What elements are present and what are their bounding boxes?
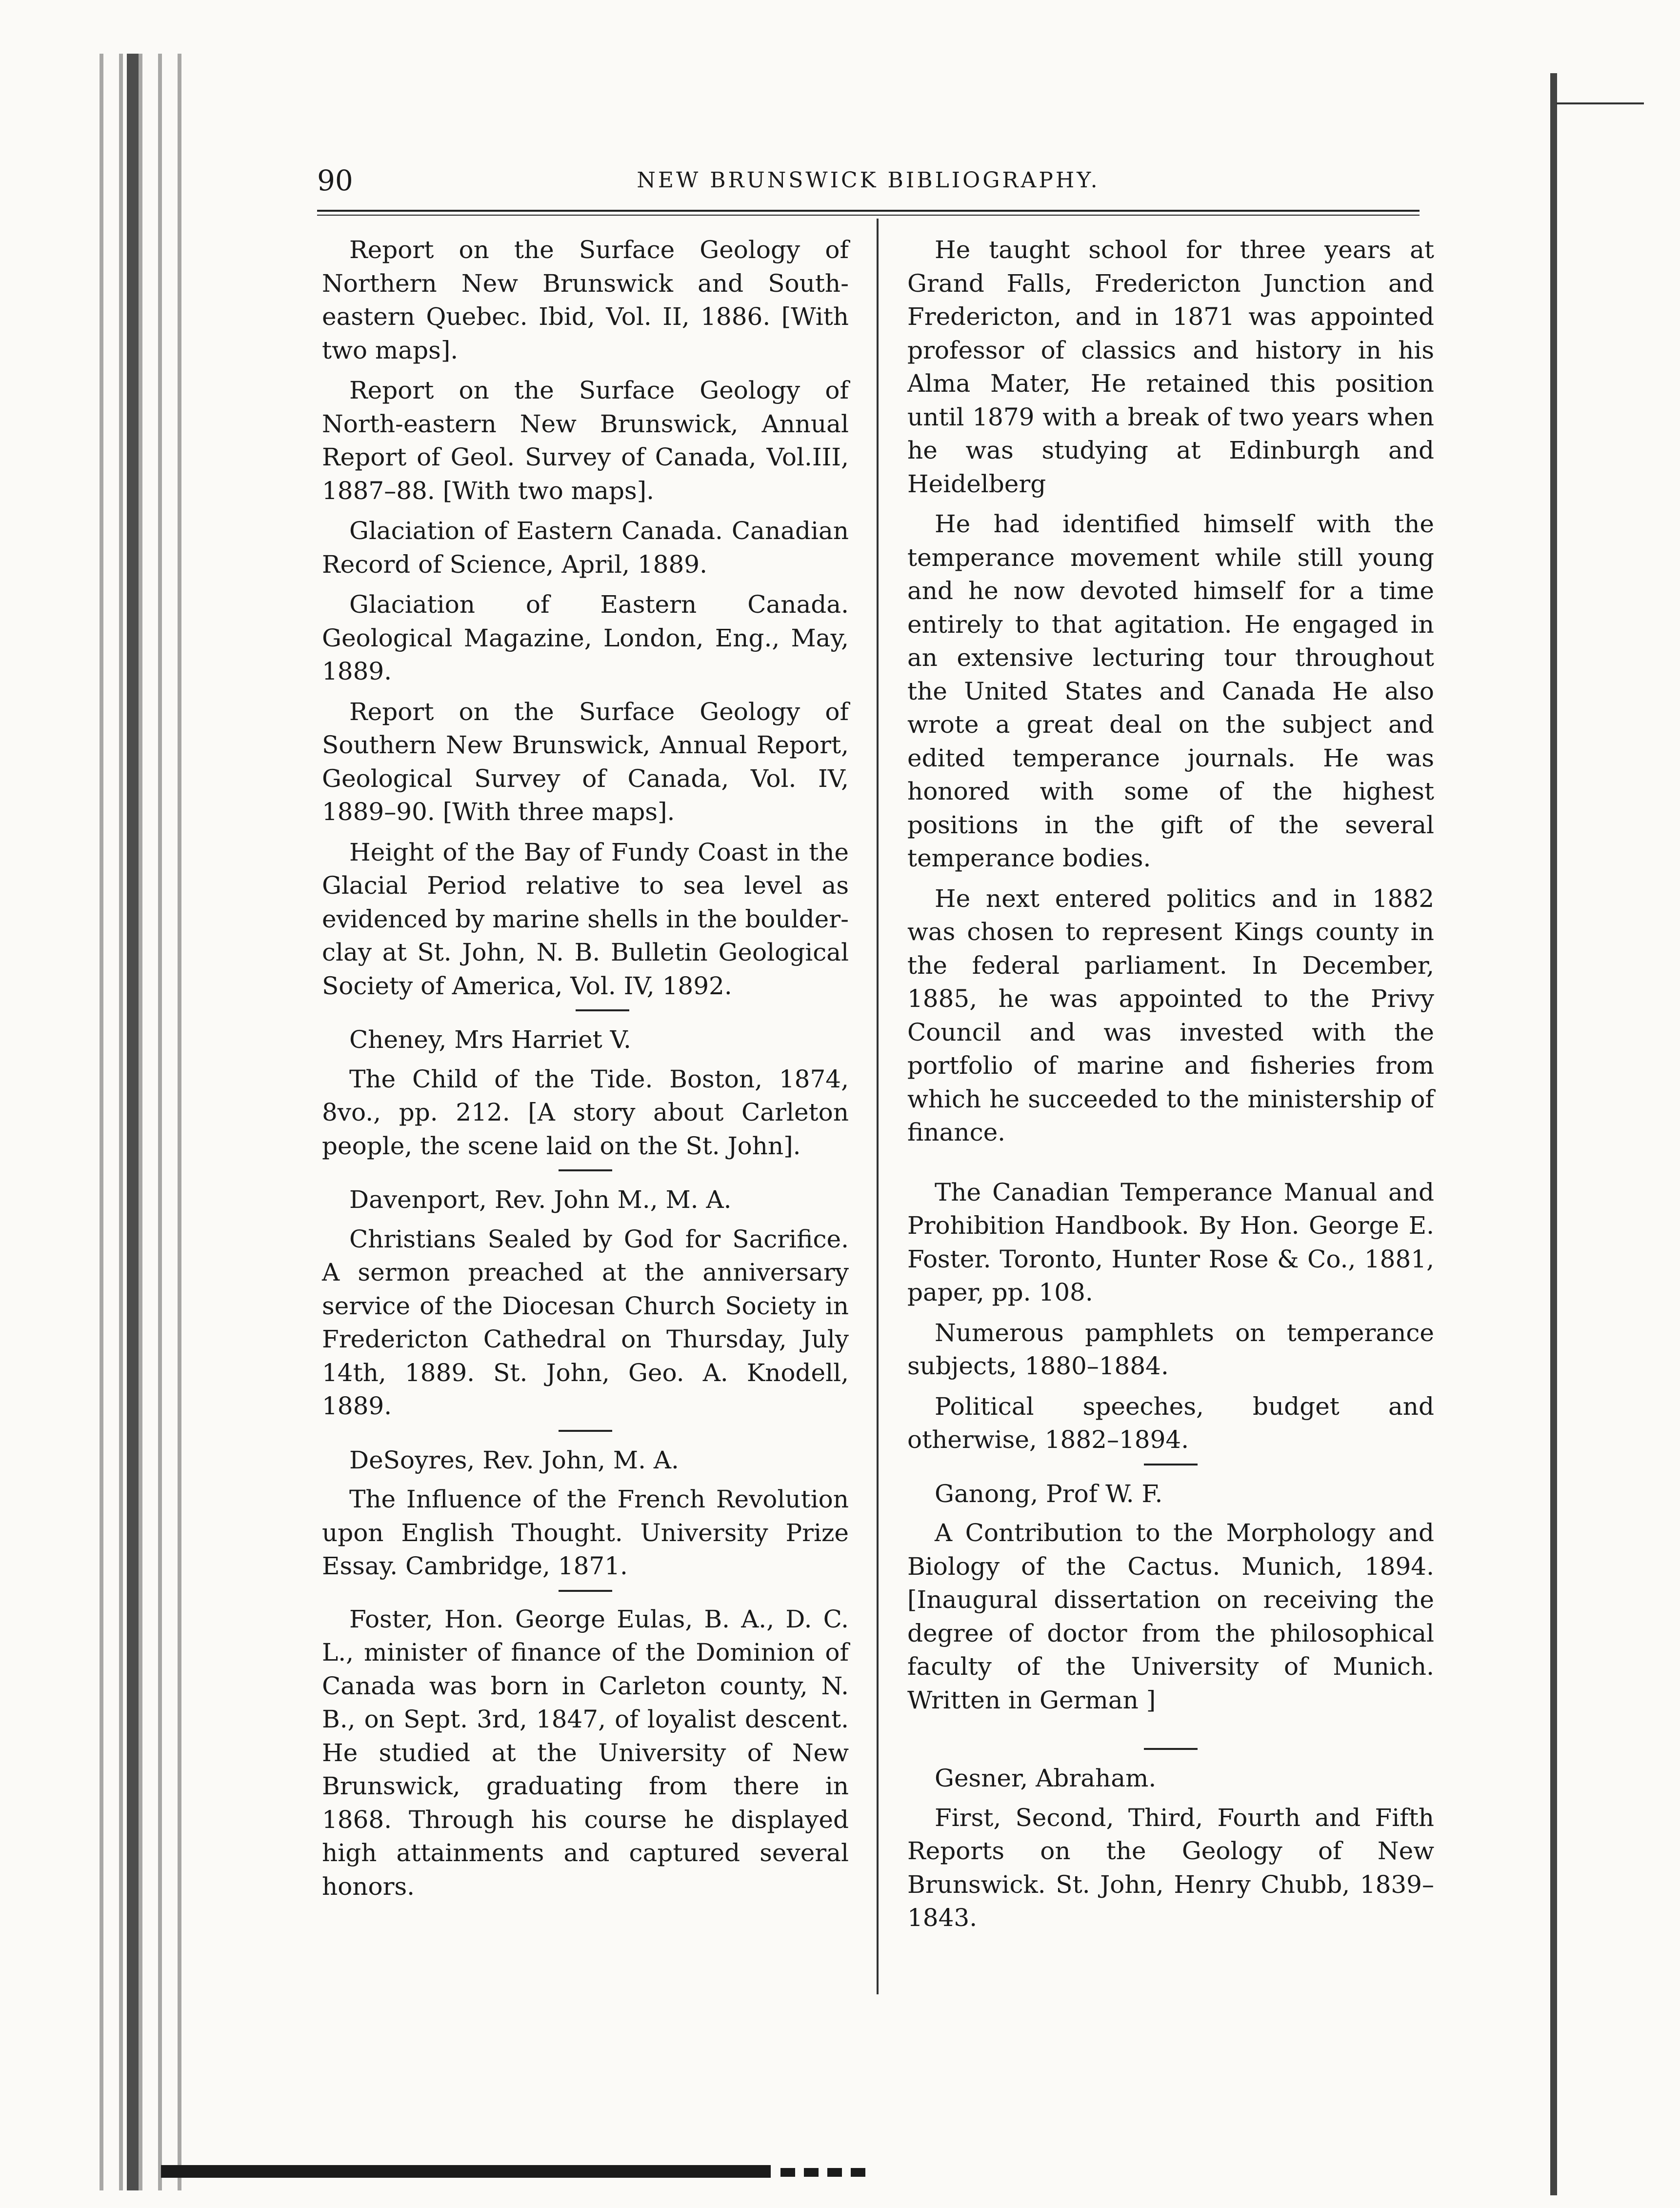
page-header	[317, 161, 1420, 200]
author-heading: Ganong, Prof W. F.	[935, 1479, 1163, 1508]
scan-binding-shadow	[127, 54, 139, 2190]
entry-separator	[559, 1430, 612, 1432]
bibliography-entry: Report on the Surface Geology of North-eastern New Brunswick, Annual Report of Geol. Survey of Canada, Vol.III, 1887–88. [With two maps].	[322, 376, 849, 505]
bibliography-entry: A Contribution to the Morphology and Biology of the Cactus. Munich, 1894. [Inaugural dissertation on receiving the degree of doctor from the philosophical faculty of the University of Munich. Written in German ]	[907, 1519, 1434, 1714]
biography-paragraph: He taught school for three years at Grand Falls, Fredericton Junction and Fredericton, and in 1871 was appointed professor of classics and history in his Alma Mater, He retained this position until 1879 with a break of two years when he was studying at Edinburgh and Heidelberg	[907, 236, 1434, 498]
bibliography-entry: Report on the Surface Geology of Southern New Brunswick, Annual Report, Geological Survey of Canada, Vol. IV, 1889–90. [With three maps].	[322, 697, 849, 826]
biography-paragraph: He had identified himself with the temperance movement while still young and he now devoted himself for a time entirely to that agitation. He engaged in an extensive lecturing tour throughout the United States and Canada He also wrote a great deal on the subject and edited temperance journals. He was honored with some of the highest positions in the gift of the several temperance bodies.	[907, 510, 1434, 872]
bibliography-entry: The Influence of the French Revolution upon English Thought. University Prize Essay. Cambridge, 1871.	[322, 1485, 849, 1580]
bibliography-entry: Political speeches, budget and otherwise, 1882–1894.	[907, 1392, 1434, 1454]
spacer	[907, 1724, 1434, 1743]
entry-separator	[559, 1169, 612, 1171]
scan-page-edge	[1550, 73, 1557, 2195]
entry-separator	[576, 1009, 629, 1011]
bibliography-entry: Glaciation of Eastern Canada. Geological Magazine, London, Eng., May, 1889.	[322, 590, 849, 685]
scan-page-edge-top	[1556, 102, 1644, 104]
author-heading: Cheney, Mrs Harriet V.	[349, 1025, 631, 1054]
scan-bottom-dashes	[780, 2168, 868, 2177]
entry-separator	[559, 1590, 612, 1592]
bibliography-entry: Height of the Bay of Fundy Coast in the Glacial Period relative to sea level as evidenced by marine shells in the boulder-clay at St. John, N. B. Bulletin Geological Society of America, Vol. IV, 1892.	[322, 838, 849, 1000]
bibliography-entry: Glaciation of Eastern Canada. Canadian Record of Science, April, 1889.	[322, 517, 849, 579]
entry-separator	[1144, 1464, 1198, 1465]
entry-separator	[1144, 1748, 1198, 1750]
bibliography-entry: Numerous pamphlets on temperance subjects, 1880–1884.	[907, 1318, 1434, 1380]
author-heading: DeSoyres, Rev. John, M. A.	[349, 1445, 679, 1474]
column-divider	[877, 219, 879, 1994]
bibliography-entry: First, Second, Third, Fourth and Fifth Reports on the Geology of New Brunswick. St. John, Henry Chubb, 1839–1843.	[907, 1803, 1434, 1932]
header-rule	[317, 210, 1420, 216]
spacer	[907, 1156, 1434, 1176]
bibliography-entry: The Child of the Tide. Boston, 1874, 8vo., pp. 212. [A story about Carleton people, the scene laid on the St. John].	[322, 1064, 849, 1160]
bibliography-entry: The Canadian Temperance Manual and Prohibition Handbook. By Hon. George E. Foster. Toronto, Hunter Rose & Co., 1881, paper, pp. 108.	[907, 1178, 1434, 1306]
right-column	[907, 233, 1434, 1942]
author-heading: Davenport, Rev. John M., M. A.	[349, 1185, 732, 1214]
biography-paragraph: He next entered politics and in 1882 was chosen to represent Kings county in the federal parliament. In December, 1885, he was appointed to the Privy Council and was invested with the portfolio of marine and fisheries from which he succeeded to the ministership of finance.	[907, 884, 1434, 1146]
biography-paragraph: Foster, Hon. George Eulas, B. A., D. C. L., minister of finance of the Dominion of Canada was born in Carleton county, N. B., on Sept. 3rd, 1847, of loyalist descent. He studied at the University of New Brunswick, graduating from there in 1868. Through his course he displayed high attainments and captured several honors.	[322, 1605, 849, 1901]
bibliography-entry: Report on the Surface Geology of Northern New Brunswick and South-eastern Quebec. Ibid, Vol. II, 1886. [With two maps].	[322, 236, 849, 364]
bibliography-entry: Christians Sealed by God for Sacrifice. A sermon preached at the anniversary service of the Diocesan Church Society in Fredericton Cathedral on Thursday, July 14th, 1889. St. John, Geo. A. Knodell, 1889.	[322, 1224, 849, 1420]
scan-binding-edge	[93, 54, 195, 2190]
running-title: NEW BRUNSWICK BIBLIOGRAPHY.	[637, 168, 1100, 193]
author-heading: Gesner, Abraham.	[935, 1764, 1157, 1792]
page-number: 90	[317, 164, 353, 197]
left-column	[322, 233, 849, 1910]
scan-bottom-rule	[161, 2165, 771, 2178]
